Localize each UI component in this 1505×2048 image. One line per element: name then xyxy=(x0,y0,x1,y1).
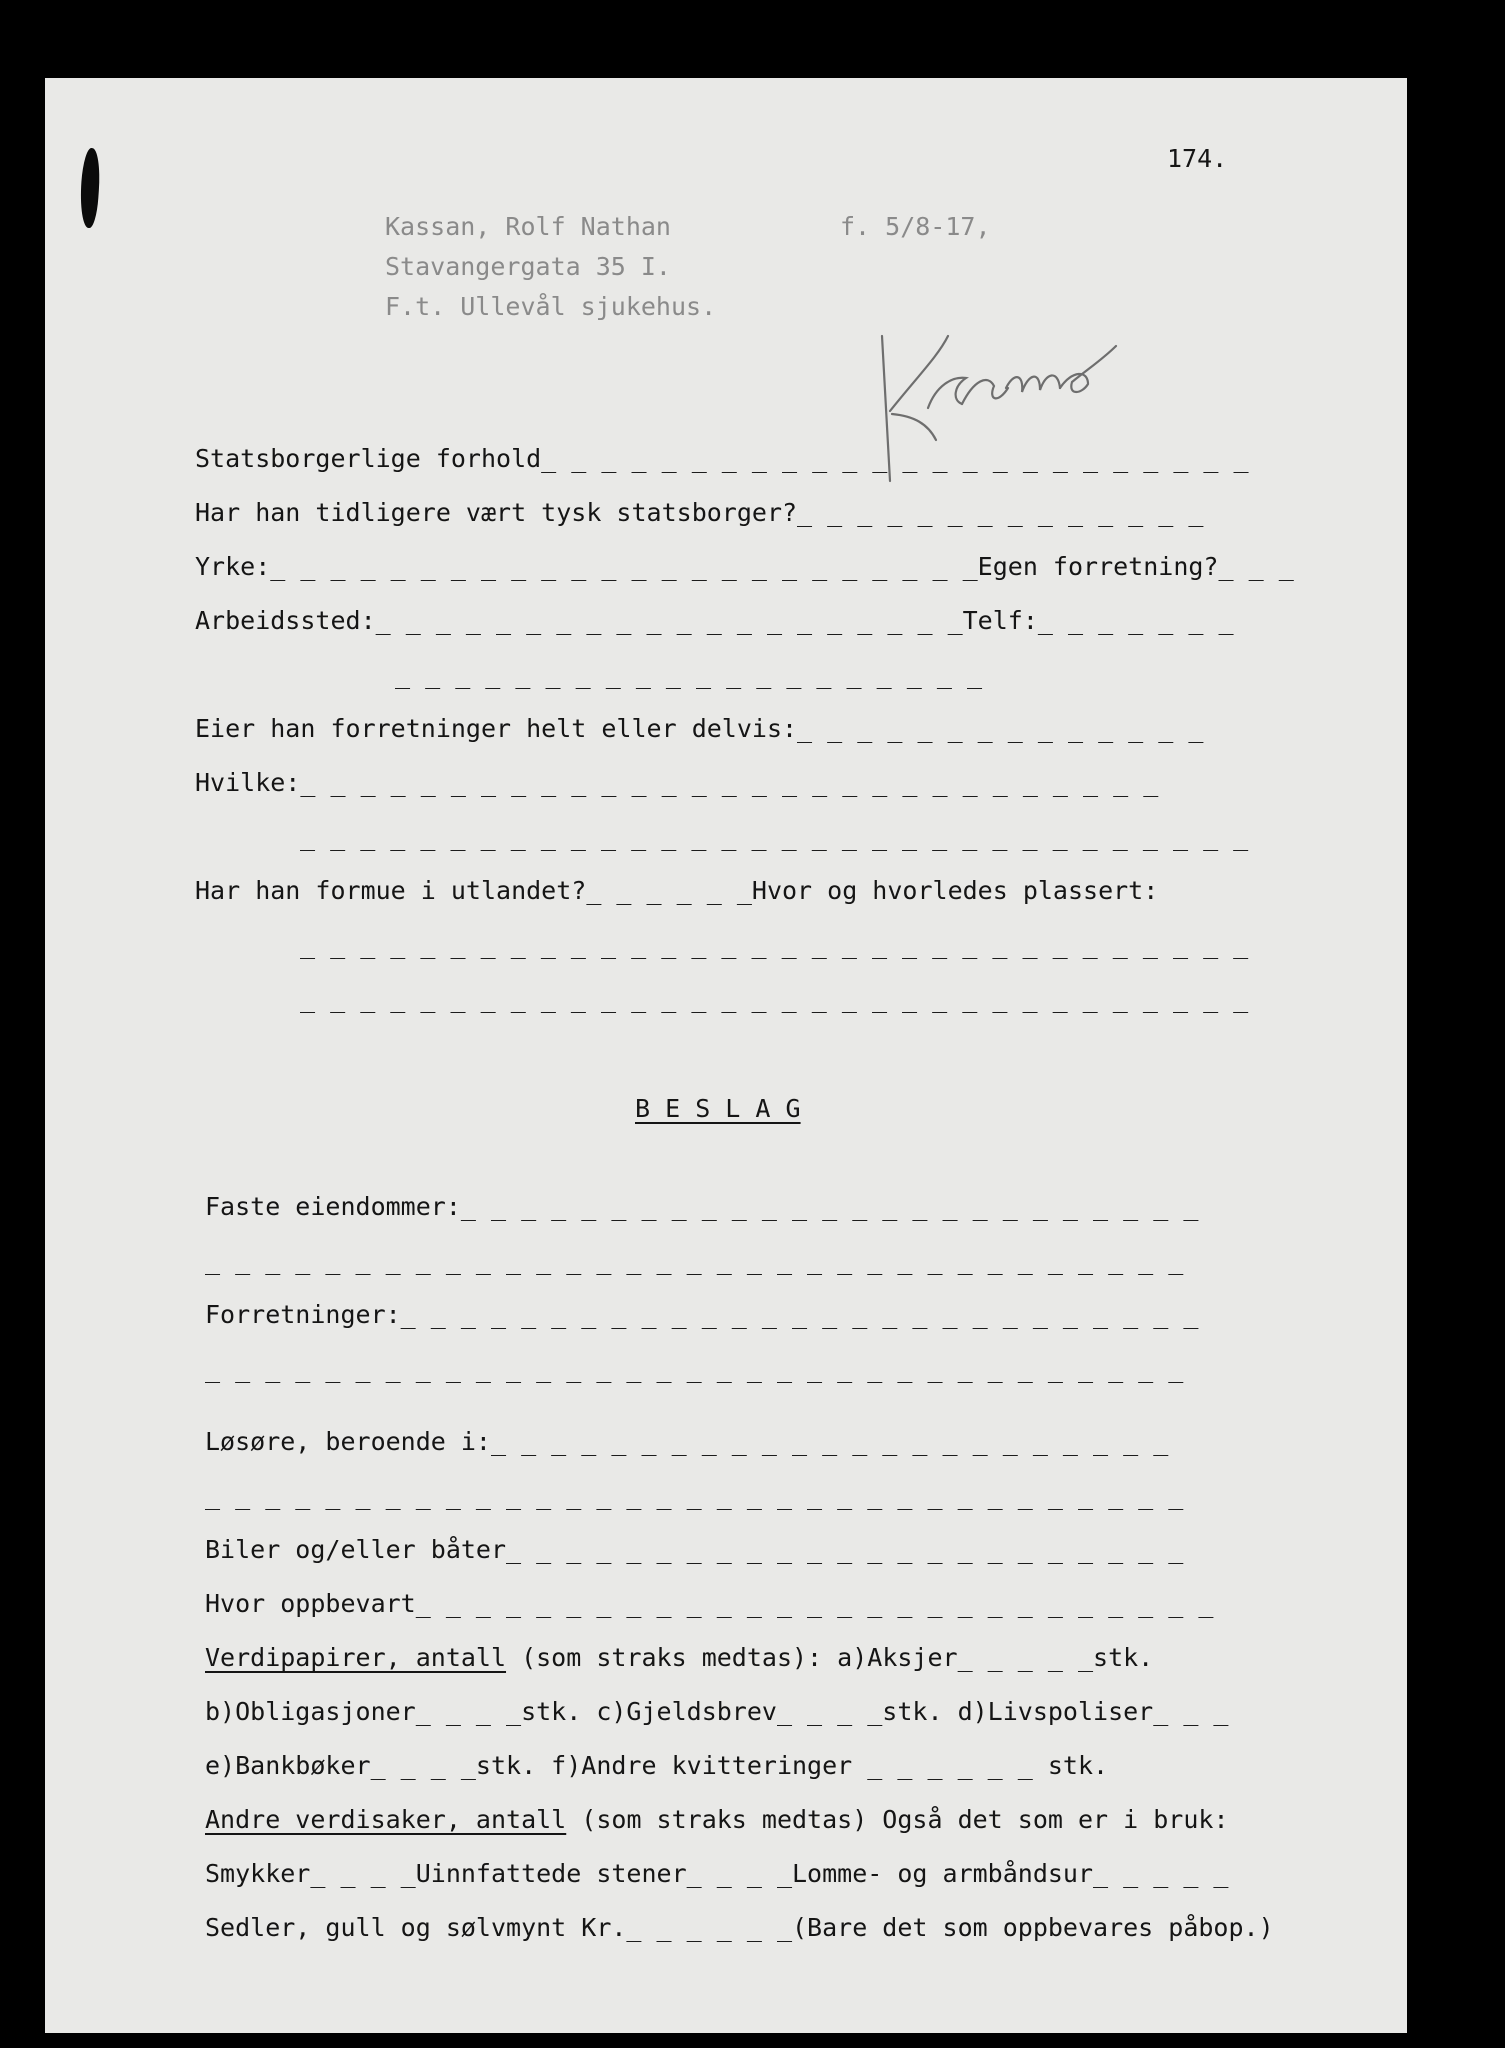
field-bankboker-kvitteringer: e)Bankbøker_ _ _ _stk. f)Andre kvitteringer _ _ _ _ _ _ stk. xyxy=(205,1751,1109,1780)
field-losore-continued: _ _ _ _ _ _ _ _ _ _ _ _ _ _ _ _ _ _ _ _ _ _ _ _ _ _ _ _ _ _ _ _ _ xyxy=(205,1481,1184,1510)
person-location: F.t. Ullevål sjukehus. xyxy=(385,292,717,321)
field-statsborgerlige-forhold: Statsborgerlige forhold_ _ _ _ _ _ _ _ _ _ _ _ _ _ _ _ _ _ _ _ _ _ _ _ xyxy=(195,444,1249,473)
field-faste-eiendommer-continued: _ _ _ _ _ _ _ _ _ _ _ _ _ _ _ _ _ _ _ _ _ _ _ _ _ _ _ _ _ _ _ _ _ xyxy=(205,1246,1184,1275)
document-page xyxy=(45,78,1407,2033)
field-forretninger: Forretninger:_ _ _ _ _ _ _ _ _ _ _ _ _ _ _ _ _ _ _ _ _ _ _ _ _ _ _ xyxy=(205,1300,1199,1329)
verdipapirer-rest: (som straks medtas): a)Aksjer_ _ _ _ _stk. xyxy=(506,1643,1154,1672)
field-smykker-ur: Smykker_ _ _ _Uinnfattede stener_ _ _ _Lomme- og armbåndsur_ _ _ _ _ xyxy=(205,1859,1229,1888)
field-tidligere-tysk-statsborger: Har han tidligere vært tysk statsborger?_ _ _ _ _ _ _ _ _ _ _ _ _ _ xyxy=(195,498,1204,527)
field-hvor-oppbevart: Hvor oppbevart_ _ _ _ _ _ _ _ _ _ _ _ _ _ _ _ _ _ _ _ _ _ _ _ _ _ _ xyxy=(205,1589,1214,1618)
field-faste-eiendommer: Faste eiendommer:_ _ _ _ _ _ _ _ _ _ _ _ _ _ _ _ _ _ _ _ _ _ _ _ _ xyxy=(205,1192,1199,1221)
field-yrke: Yrke:_ _ _ _ _ _ _ _ _ _ _ _ _ _ _ _ _ _ _ _ _ _ _ _Egen forretning?_ _ _ xyxy=(195,552,1294,581)
field-eier-forretninger: Eier han forretninger helt eller delvis:_ _ _ _ _ _ _ _ _ _ _ _ _ _ xyxy=(195,714,1204,743)
field-forretninger-continued: _ _ _ _ _ _ _ _ _ _ _ _ _ _ _ _ _ _ _ _ _ _ _ _ _ _ _ _ _ _ _ _ _ xyxy=(205,1354,1184,1383)
field-obligasjoner-gjeldsbrev: b)Obligasjoner_ _ _ _stk. c)Gjeldsbrev_ _ _ _stk. d)Livspoliser_ _ _ xyxy=(205,1697,1229,1726)
field-formue-utlandet: Har han formue i utlandet?_ _ _ _ _ _Hvor og hvorledes plassert: xyxy=(195,876,1159,905)
person-birth: f. 5/8-17, xyxy=(840,212,991,241)
person-name: Kassan, Rolf Nathan xyxy=(385,212,671,241)
verdipapirer-label: Verdipapirer, antall xyxy=(205,1643,507,1672)
field-arbeidssted-continued: _ _ _ _ _ _ _ _ _ _ _ _ _ _ _ _ _ _ _ _ xyxy=(395,660,982,689)
page-number: 174. xyxy=(1167,144,1228,173)
field-plassert-line-2: _ _ _ _ _ _ _ _ _ _ _ _ _ _ _ _ _ _ _ _ _ _ _ _ _ _ _ _ _ _ _ _ xyxy=(300,984,1249,1013)
field-hvilke: Hvilke:_ _ _ _ _ _ _ _ _ _ _ _ _ _ _ _ _ _ _ _ _ _ _ _ _ _ _ _ _ xyxy=(195,768,1159,797)
field-sedler-mynt: Sedler, gull og sølvmynt Kr._ _ _ _ _ _(Bare det som oppbevares påbop.) xyxy=(205,1913,1274,1942)
field-arbeidssted: Arbeidssted:_ _ _ _ _ _ _ _ _ _ _ _ _ _ _ _ _ _ _ _Telf:_ _ _ _ _ _ _ xyxy=(195,606,1234,635)
section-heading-beslag: B E S L A G xyxy=(635,1094,801,1123)
person-address: Stavangergata 35 I. xyxy=(385,252,671,281)
ink-blot xyxy=(78,147,102,228)
field-biler-baater: Biler og/eller båter_ _ _ _ _ _ _ _ _ _ _ _ _ _ _ _ _ _ _ _ _ _ _ xyxy=(205,1535,1184,1564)
andre-verdisaker-rest: (som straks medtas) Også det som er i bruk: xyxy=(566,1805,1229,1834)
field-verdipapirer xyxy=(205,1643,1153,1673)
field-plassert-line-1: _ _ _ _ _ _ _ _ _ _ _ _ _ _ _ _ _ _ _ _ _ _ _ _ _ _ _ _ _ _ _ _ xyxy=(300,930,1249,959)
field-losore: Løsøre, beroende i:_ _ _ _ _ _ _ _ _ _ _ _ _ _ _ _ _ _ _ _ _ _ _ xyxy=(205,1427,1169,1456)
field-hvilke-continued: _ _ _ _ _ _ _ _ _ _ _ _ _ _ _ _ _ _ _ _ _ _ _ _ _ _ _ _ _ _ _ _ xyxy=(300,822,1249,851)
andre-verdisaker-label: Andre verdisaker, antall xyxy=(205,1805,567,1834)
field-andre-verdisaker xyxy=(205,1805,1229,1835)
